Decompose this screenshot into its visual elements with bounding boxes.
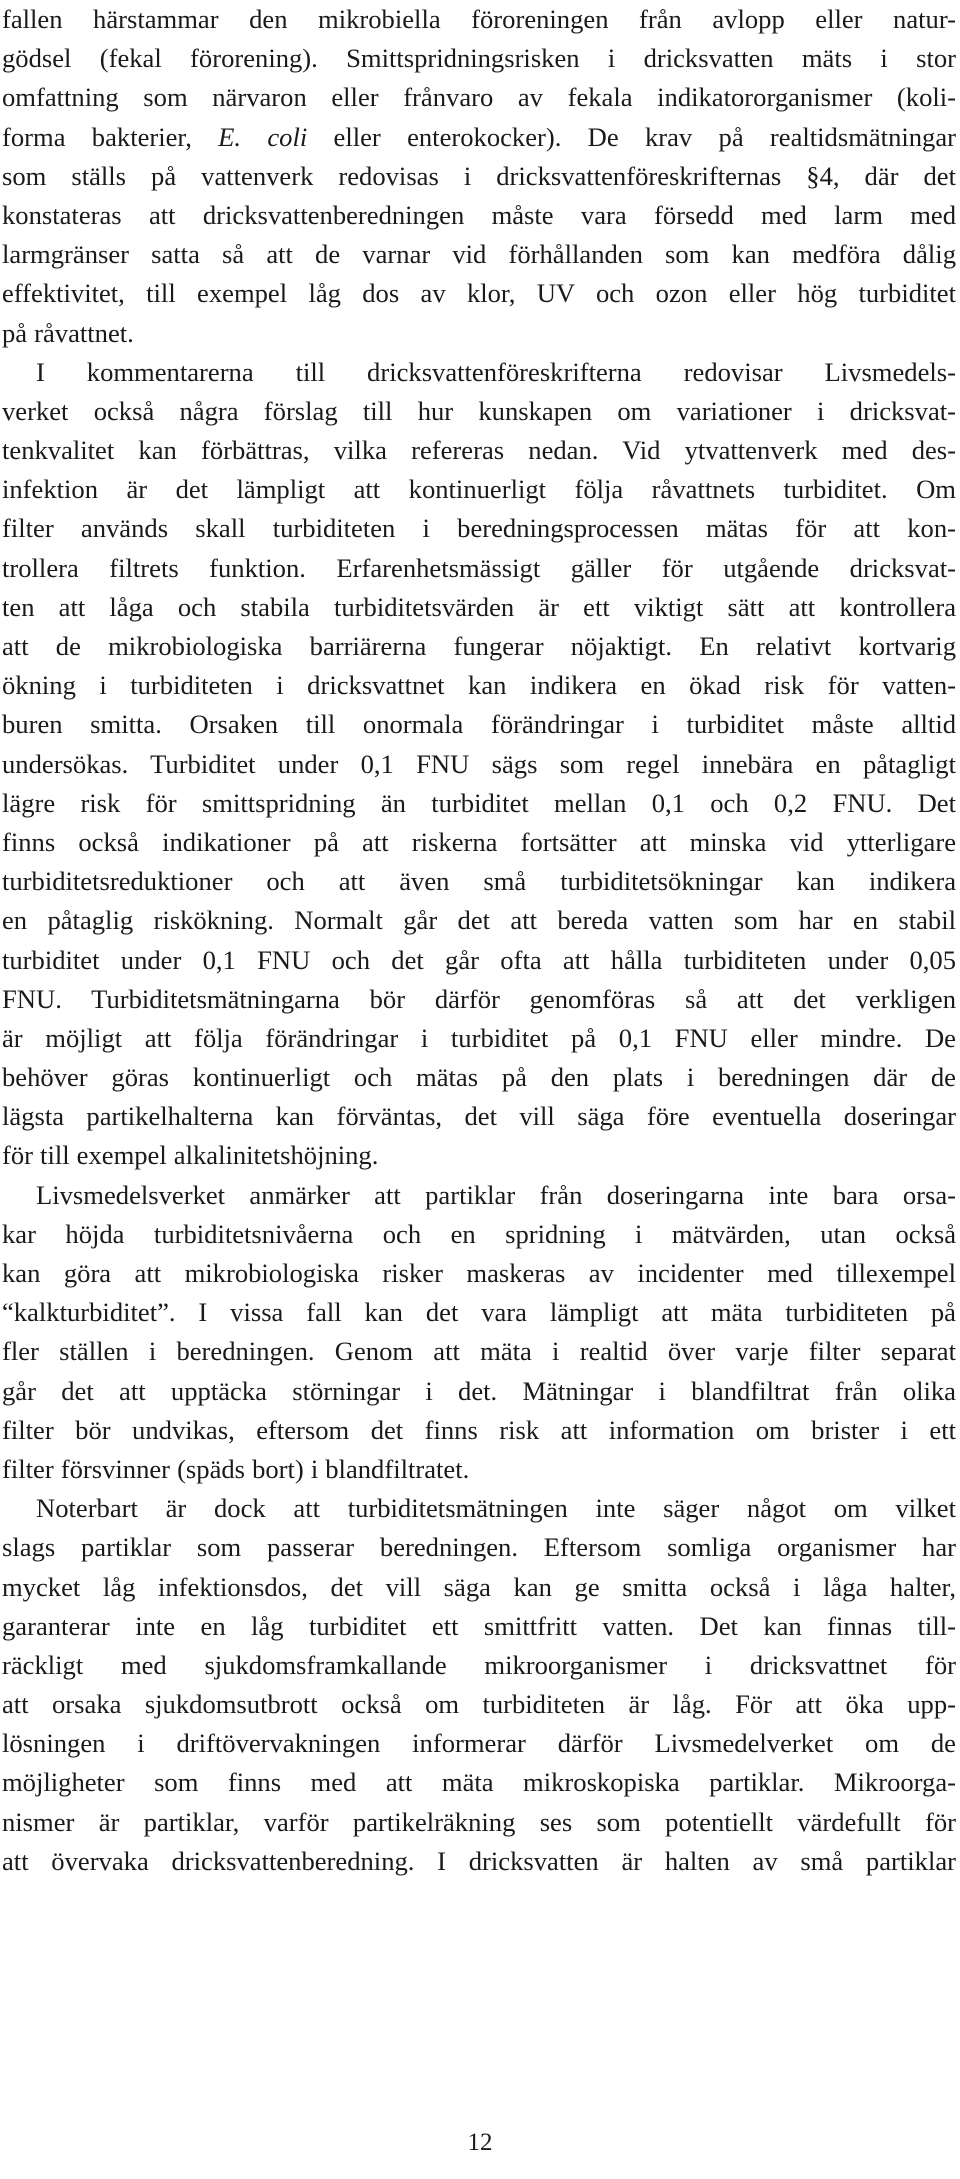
text-line: konstateras att dricksvattenberedningen måste vara försedd med larm med [2,199,956,230]
text-line: nismer är partiklar, varför partikelräkning ses som potentiellt värdefullt för [2,1806,956,1837]
text-line: ten att låga och stabila turbiditetsvärden är ett viktigt sätt att kontrollera [2,591,956,622]
text-line: att de mikrobiologiska barriärerna fungerar nöjaktigt. En relativt kortvarig [2,631,956,661]
text-line: går det att upptäcka störningar i det. Mätningar i blandfiltrat från olika [2,1375,956,1406]
text-line: forma bakterier, E. coli eller enterokocker). De krav på realtidsmätningar [2,121,957,152]
text-line: att orsaka sjukdomsutbrott också om turbiditeten är låg. För att öka upp- [2,1689,956,1720]
text-line: en påtaglig riskökning. Normalt går det att bereda vatten som har en stabil [2,905,956,936]
text-line: effektivitet, till exempel låg dos av klor, UV och ozon eller hög turbiditet [2,278,956,309]
text-line: gödsel (fekal förorening). Smittspridningsrisken i dricksvatten mäts i stor [2,43,956,74]
text-line: lägsta partikelhalterna kan förväntas, det vill säga före eventuella doseringar [2,1101,956,1132]
text-line: larmgränser satta så att de varnar vid förhållanden som kan medföra dålig [2,239,956,270]
text-line: som ställs på vattenverk redovisas i dricksvattenföreskrifternas §4, där det [2,160,956,191]
text-line: filter bör undvikas, eftersom det finns risk att information om brister i ett [2,1414,956,1445]
text-line: lösningen i driftövervakningen informerar därför Livsmedelverket om de [2,1728,956,1759]
text-line: Livsmedelsverket anmärker att partiklar från doseringarna inte bara orsa- [36,1179,956,1210]
text-line: slags partiklar som passerar beredningen. Eftersom somliga organismer har [2,1532,956,1563]
text-line: möjligheter som finns med att mäta mikroskopiska partiklar. Mikroorga- [2,1767,956,1798]
text-line: I kommentarerna till dricksvattenföreskrifterna redovisar Livsmedels- [36,356,956,387]
text-line: tenkvalitet kan förbättras, vilka refereras nedan. Vid ytvattenverk med des- [2,435,956,466]
text-line: garanterar inte en låg turbiditet ett smittfritt vatten. Det kan finnas till- [2,1610,956,1641]
text-line: verket också några förslag till hur kunskapen om variationer i dricksvat- [2,395,956,426]
text-line: “kalkturbiditet”. I vissa fall kan det vara lämpligt att mäta turbiditeten på [2,1297,956,1328]
text-line: turbiditetsreduktioner och att även små turbiditetsökningar kan indikera [2,866,956,897]
italic-term: E. coli [218,121,308,152]
body-text [2,0,956,1881]
text-line: turbiditet under 0,1 FNU och det går ofta att hålla turbiditeten under 0,05 [2,944,956,975]
text-line: kan göra att mikrobiologiska risker maskeras av incidenter med tillexempel [2,1258,956,1288]
text-line: trollera filtrets funktion. Erfarenhetsmässigt gäller för utgående dricksvat- [2,552,956,583]
text-line: Noterbart är dock att turbiditetsmätningen inte säger något om vilket [36,1493,956,1524]
text-line: är möjligt att följa förändringar i turbiditet på 0,1 FNU eller mindre. De [2,1022,956,1053]
text-line: FNU. Turbiditetsmätningarna bör därför genomföras så att det verkligen [2,983,956,1014]
text-line: finns också indikationer på att riskerna fortsätter att minska vid ytterligare [2,826,956,857]
text-line: att övervaka dricksvattenberedning. I dricksvatten är halten av små partiklar [2,1845,956,1876]
text-line: fallen härstammar den mikrobiella föroreningen från avlopp eller natur- [2,4,956,34]
text-line: fler ställen i beredningen. Genom att mäta i realtid över varje filter separat [2,1336,956,1367]
text-line: ökning i turbiditeten i dricksvattnet kan indikera en ökad risk för vatten- [2,670,956,701]
text-line: infektion är det lämpligt att kontinuerligt följa råvattnets turbiditet. Om [2,474,956,505]
page-number: 12 [467,2129,493,2156]
text-line: för till exempel alkalinitetshöjning. [2,1140,379,1171]
text-line: lägre risk för smittspridning än turbiditet mellan 0,1 och 0,2 FNU. Det [2,787,956,818]
text-line: mycket låg infektionsdos, det vill säga kan ge smitta också i låga halter, [2,1571,956,1602]
text-line: kar höjda turbiditetsnivåerna och en spridning i mätvärden, utan också [2,1218,956,1249]
text-line: buren smitta. Orsaken till onormala förändringar i turbiditet måste alltid [2,709,956,740]
text-line: filter försvinner (späds bort) i blandfiltratet. [2,1453,470,1484]
text-line: omfattning som närvaron eller frånvaro av fekala indikatororganismer (koli- [2,82,956,113]
text-line: undersökas. Turbiditet under 0,1 FNU sägs som regel innebära en påtagligt [2,748,956,779]
text-line: filter används skall turbiditeten i beredningsprocessen mätas för att kon- [2,513,956,544]
text-line: räckligt med sjukdomsframkallande mikroorganismer i dricksvattnet för [2,1649,956,1680]
text-line: på råvattnet. [2,317,134,348]
text-line: behöver göras kontinuerligt och mätas på den plats i beredningen där de [2,1062,956,1093]
